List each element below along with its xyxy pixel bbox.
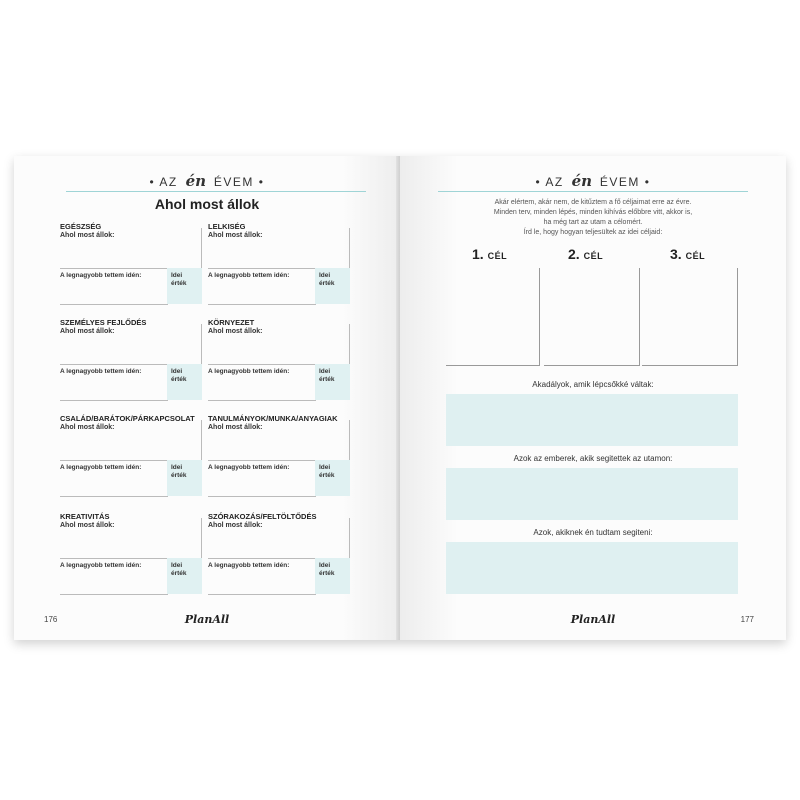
idei-label	[171, 272, 187, 288]
goal-label: CÉL	[487, 251, 508, 261]
goal-1-heading	[472, 246, 507, 262]
best-label: A legnagyobb tettem idén:	[208, 562, 290, 569]
category-box[interactable]	[60, 512, 202, 588]
helpers-write-area[interactable]	[446, 468, 738, 520]
planner-book	[14, 156, 786, 640]
idei-label	[319, 272, 335, 288]
idei-label-line: Idei	[171, 562, 183, 569]
best-label: A legnagyobb tettem idén:	[60, 272, 142, 279]
divider	[60, 594, 168, 595]
idei-label-line: érték	[171, 280, 187, 287]
best-label: A legnagyobb tettem idén:	[208, 272, 290, 279]
best-label: A legnagyobb tettem idén:	[60, 562, 142, 569]
header-script-word: én	[571, 172, 593, 190]
idei-value-field[interactable]	[315, 460, 350, 496]
now-label: Ahol most állok:	[60, 328, 115, 335]
now-label: Ahol most állok:	[60, 424, 115, 431]
idei-value-field[interactable]	[315, 558, 350, 594]
category-box[interactable]	[208, 414, 350, 490]
right-header	[400, 172, 786, 190]
page-number: 177	[740, 615, 754, 624]
now-label: Ahol most állok:	[208, 232, 263, 239]
idei-value-field[interactable]	[167, 558, 202, 594]
idei-label-line: Idei	[319, 464, 331, 471]
idei-label-line: érték	[319, 570, 335, 577]
idei-value-field[interactable]	[315, 268, 350, 304]
divider	[60, 496, 168, 497]
intro-line: Minden terv, minden lépés, minden kihívás előbbre vitt, akkor is,	[493, 209, 693, 216]
idei-label-line: érték	[319, 472, 335, 479]
divider	[201, 228, 202, 268]
idei-label-line: Idei	[171, 464, 183, 471]
divider	[60, 304, 168, 305]
header-script-word: én	[185, 172, 207, 190]
brand-logo: PlanAll	[184, 613, 230, 626]
idei-value-field[interactable]	[167, 364, 202, 400]
intro-text	[440, 198, 746, 238]
category-label: SZEMÉLYES FEJLŐDÉS	[60, 318, 147, 327]
idei-label	[171, 562, 187, 578]
category-label: TANULMÁNYOK/MUNKA/ANYAGIAK	[208, 414, 338, 423]
header-rule	[66, 191, 366, 192]
idei-label-line: érték	[319, 376, 335, 383]
idei-label	[319, 562, 335, 578]
goal-3-heading	[670, 246, 705, 262]
best-label: A legnagyobb tettem idén:	[60, 368, 142, 375]
idei-label-line: érték	[171, 472, 187, 479]
goal-3-write-area[interactable]	[642, 268, 738, 366]
header-prefix: • AZ	[535, 175, 564, 189]
divider	[349, 518, 350, 558]
category-label: KÖRNYEZET	[208, 318, 255, 327]
best-label: A legnagyobb tettem idén:	[60, 464, 142, 471]
intro-line: ha még tart az utam a célomért.	[543, 219, 643, 226]
idei-label-line: érték	[319, 280, 335, 287]
brand-logo: PlanAll	[570, 613, 616, 626]
page-title: Ahol most állok	[154, 196, 260, 212]
goal-label: CÉL	[685, 251, 706, 261]
header-rule	[438, 191, 748, 192]
idei-label	[171, 464, 187, 480]
helped-write-area[interactable]	[446, 542, 738, 594]
now-label: Ahol most állok:	[208, 522, 263, 529]
category-box[interactable]	[60, 318, 202, 394]
goal-2-heading	[568, 246, 603, 262]
best-label: A legnagyobb tettem idén:	[208, 368, 290, 375]
idei-label-line: Idei	[171, 272, 183, 279]
intro-line: Akár elértem, akár nem, de kitűztem a fő céljaimat erre az évre.	[494, 199, 692, 206]
category-box[interactable]	[60, 414, 202, 490]
divider	[349, 420, 350, 460]
category-label: LELKISÉG	[208, 222, 246, 231]
idei-label	[171, 368, 187, 384]
category-label: SZÓRAKOZÁS/FELTÖLTŐDÉS	[208, 512, 317, 521]
divider	[201, 518, 202, 558]
now-label: Ahol most állok:	[208, 328, 263, 335]
left-header	[14, 172, 400, 190]
now-label: Ahol most állok:	[208, 424, 263, 431]
now-label: Ahol most állok:	[60, 232, 115, 239]
header-prefix: • AZ	[149, 175, 178, 189]
now-label: Ahol most állok:	[60, 522, 115, 529]
divider	[201, 324, 202, 364]
idei-label-line: érték	[171, 376, 187, 383]
helpers-title: Azok az emberek, akik segitettek az utamon:	[513, 454, 673, 463]
category-label: KREATIVITÁS	[60, 512, 110, 521]
helped-title: Azok, akiknek én tudtam segiteni:	[533, 528, 653, 537]
divider	[208, 496, 316, 497]
category-box[interactable]	[208, 318, 350, 394]
divider	[208, 400, 316, 401]
idei-value-field[interactable]	[315, 364, 350, 400]
idei-label-line: érték	[171, 570, 187, 577]
category-box[interactable]	[208, 222, 350, 298]
divider	[349, 228, 350, 268]
idei-label-line: Idei	[319, 272, 331, 279]
goal-1-write-area[interactable]	[446, 268, 540, 366]
idei-label-line: Idei	[319, 562, 331, 569]
goal-number: 3.	[670, 246, 682, 262]
obstacles-title: Akadályok, amik lépcsőkké váltak:	[532, 380, 654, 389]
idei-label-line: Idei	[319, 368, 331, 375]
category-box[interactable]	[60, 222, 202, 298]
goal-number: 1.	[472, 246, 484, 262]
divider	[349, 324, 350, 364]
obstacles-write-area[interactable]	[446, 394, 738, 446]
divider	[60, 400, 168, 401]
header-suffix: ÉVEM •	[599, 175, 651, 189]
category-box[interactable]	[208, 512, 350, 588]
right-page	[400, 156, 786, 640]
goal-2-write-area[interactable]	[544, 268, 640, 366]
goal-label: CÉL	[583, 251, 604, 261]
header-suffix: ÉVEM •	[213, 175, 265, 189]
idei-label	[319, 368, 335, 384]
idei-label-line: Idei	[171, 368, 183, 375]
divider	[208, 594, 316, 595]
left-page	[14, 156, 400, 640]
category-label: CSALÁD/BARÁTOK/PÁRKAPCSOLAT	[60, 414, 195, 423]
category-label: EGÉSZSÉG	[60, 222, 102, 231]
idei-value-field[interactable]	[167, 460, 202, 496]
page-number: 176	[44, 615, 58, 624]
intro-line: Írd le, hogy hogyan teljesültek az idei céljaid:	[523, 229, 663, 236]
best-label: A legnagyobb tettem idén:	[208, 464, 290, 471]
divider	[201, 420, 202, 460]
idei-value-field[interactable]	[167, 268, 202, 304]
idei-label	[319, 464, 335, 480]
divider	[208, 304, 316, 305]
goal-number: 2.	[568, 246, 580, 262]
